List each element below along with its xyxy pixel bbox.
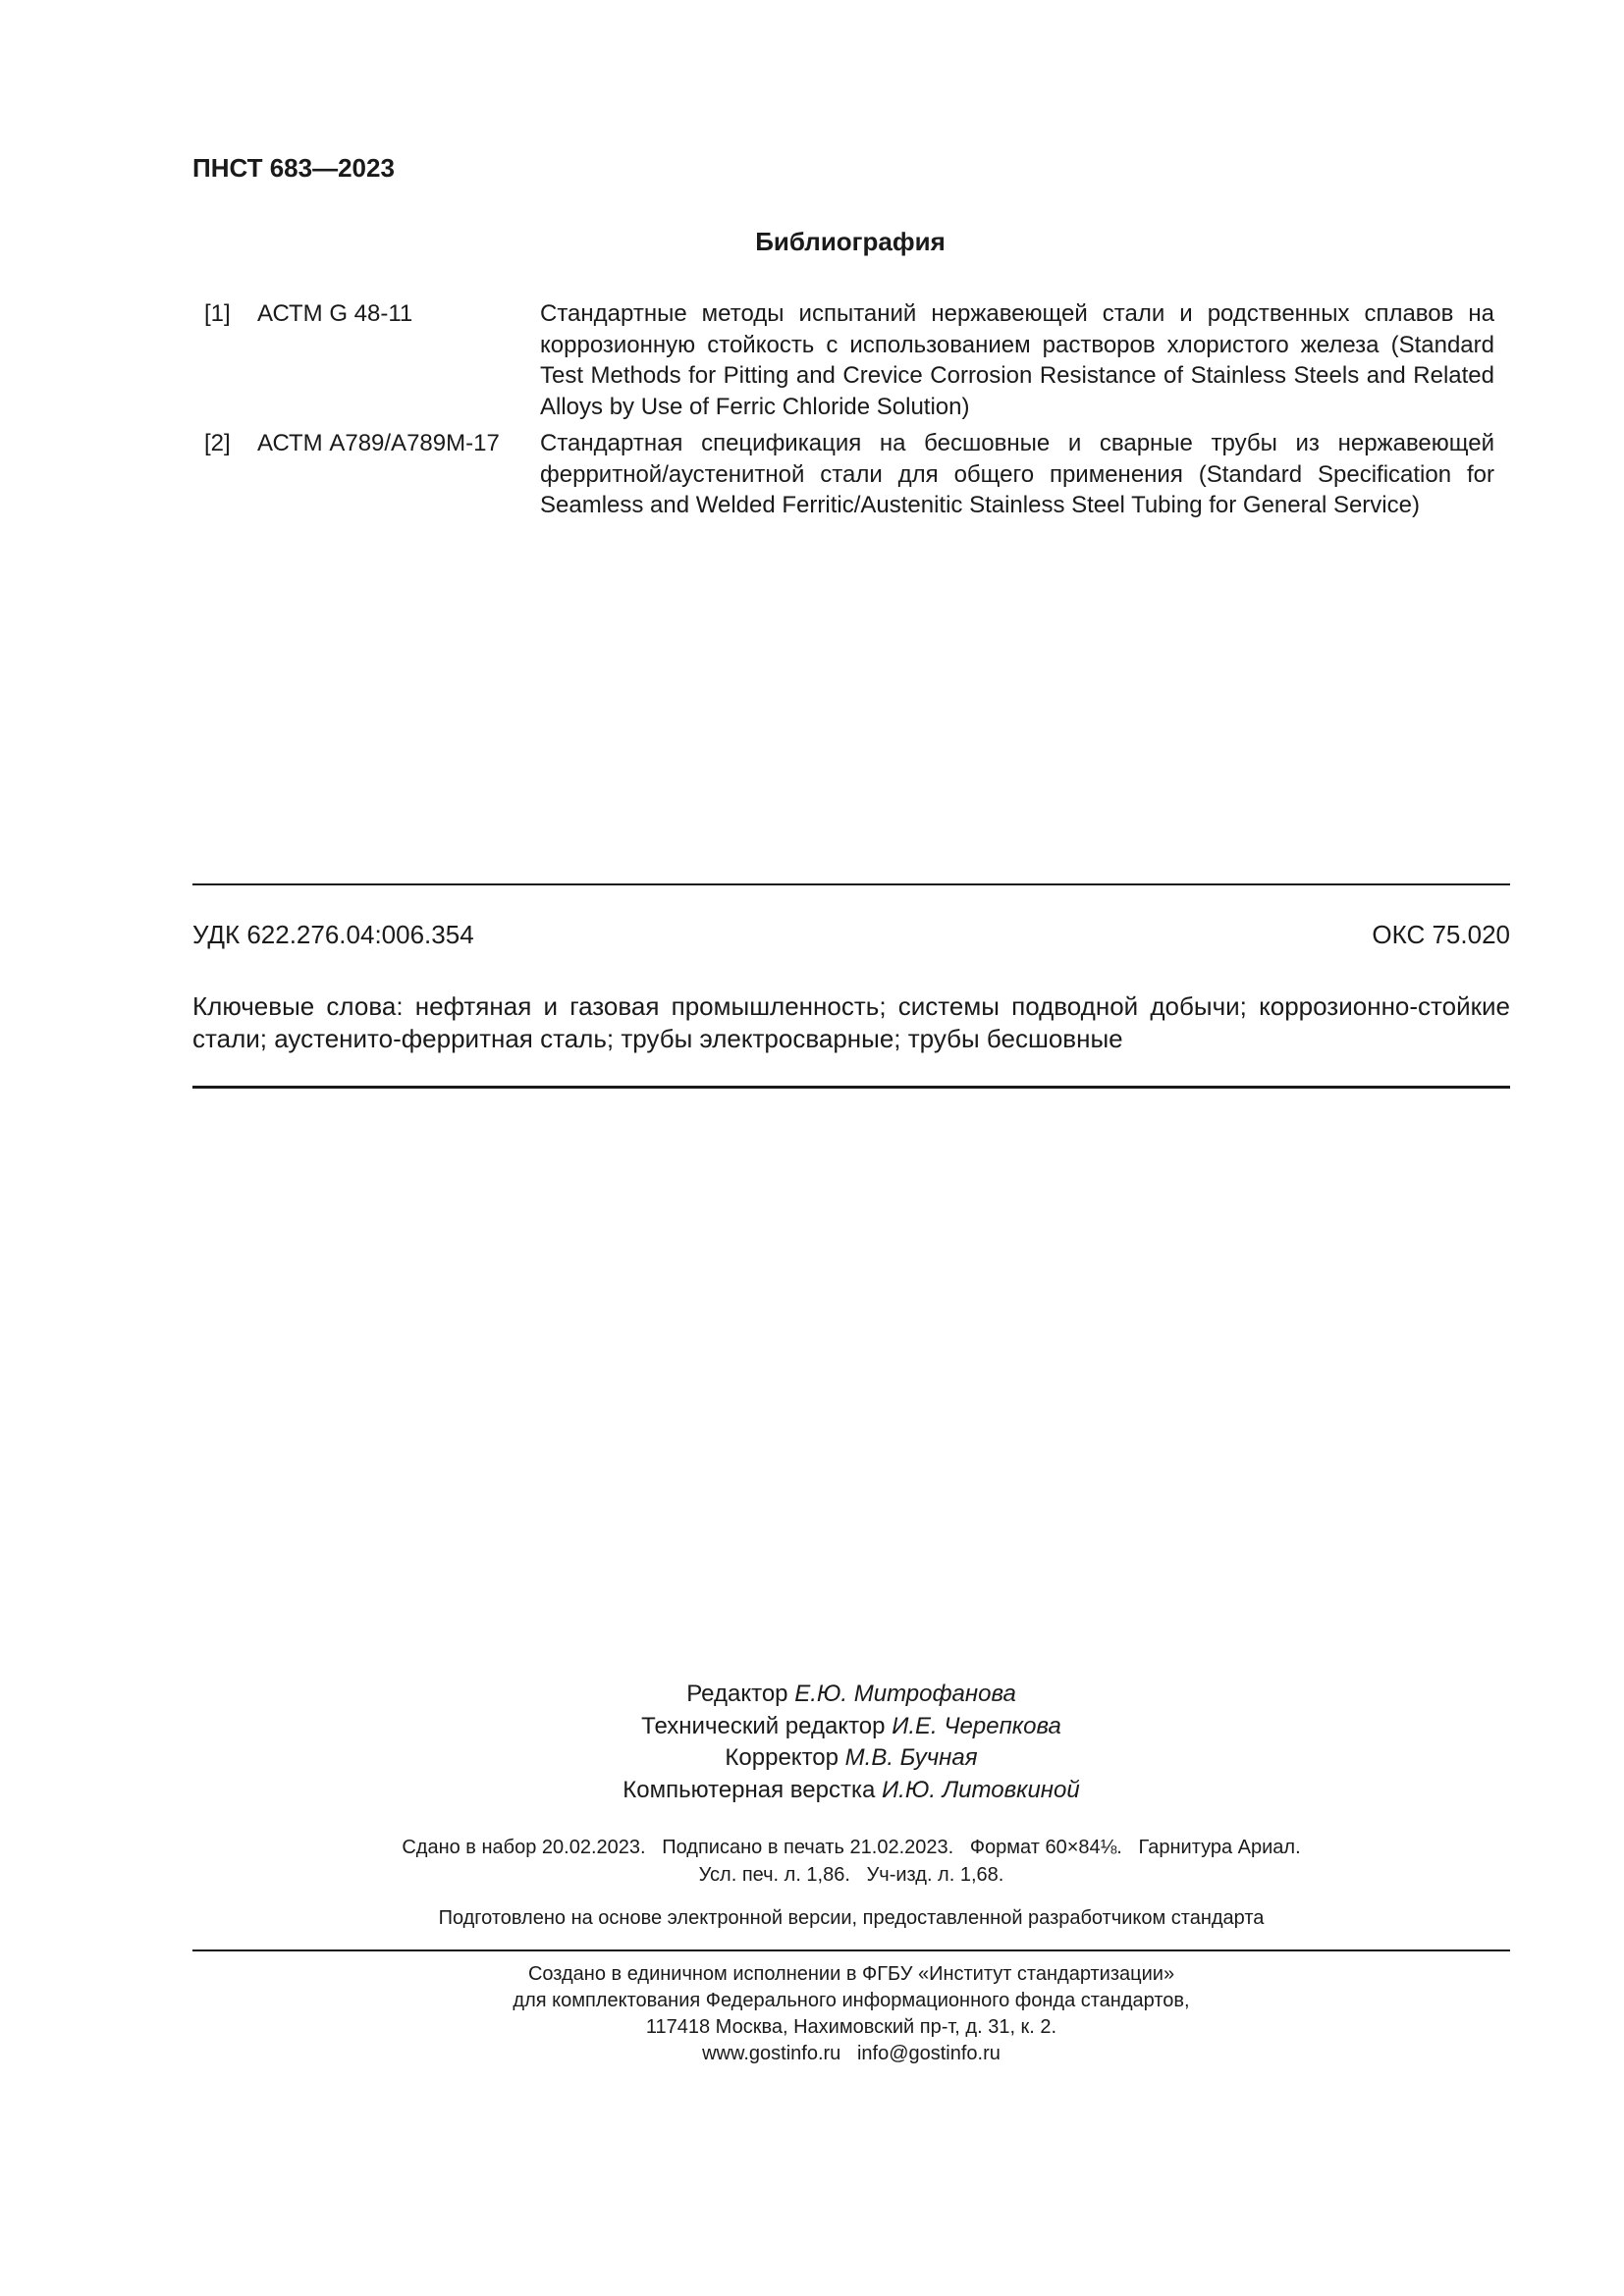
editor-line (192, 1679, 1510, 1711)
editor-line (192, 1742, 1510, 1775)
print-info (192, 1834, 1510, 1889)
bibliography-entry-number: [2] (204, 430, 231, 456)
publisher-contacts: www.gostinfo.ru info@gostinfo.ru (702, 2043, 1001, 2064)
bibliography-entry-text: Стандартная спецификация на бесшовные и сварные трубы из нержавеющей ферритной/аустенитной стали для общего применения (Standard Specification for Seamless and Welded Ferritic/Austenitic Stainless Steel Tubing for General Service) (540, 430, 1494, 518)
document-code: ПНСТ 683—2023 (192, 153, 395, 183)
editors-block (192, 1679, 1510, 1806)
publisher-line: для комплектования Федерального информационного фонда стандартов, (513, 1990, 1190, 2011)
editor-name: Е.Ю. Митрофанова (794, 1681, 1016, 1707)
editor-name: И.Е. Черепкова (892, 1712, 1061, 1739)
editor-role: Корректор (725, 1744, 839, 1771)
bibliography-entry-text: Стандартные методы испытаний нержавеющей стали и родственных сплавов на коррозионную стойкость с использованием растворов хлористого железа (Standard Test Methods for Pitting and Crevice Corrosion Resistance of Stainless Steels and Related Alloys by Use of Ferric Chloride Solution) (540, 300, 1494, 420)
keywords-paragraph: Ключевые слова: нефтяная и газовая промышленность; системы подводной добычи; коррозионно-стойкие стали; аустенито-ферритная сталь; трубы электросварные; трубы бесшовные (192, 991, 1510, 1053)
prepared-note: Подготовлено на основе электронной версии, предоставленной разработчиком стандарта (438, 1907, 1265, 1929)
print-info-line: Усл. печ. л. 1,86. Уч-изд. л. 1,68. (698, 1864, 1004, 1886)
oks-code: ОКС 75.020 (1372, 920, 1510, 949)
print-info-line: Сдано в набор 20.02.2023. Подписано в печать 21.02.2023. Формат 60×84⅛. Гарнитура Ариал. (402, 1837, 1301, 1858)
publisher-block (192, 1961, 1510, 2067)
publisher-line: 117418 Москва, Нахимовский пр-т, д. 31, к. 2. (645, 2016, 1057, 2038)
editor-line (192, 1775, 1510, 1807)
editor-role: Редактор (686, 1681, 788, 1707)
divider-bottom (192, 1949, 1510, 1951)
publisher-line: Создано в единичном исполнении в ФГБУ «Институт стандартизации» (527, 1963, 1175, 1985)
editor-name: И.Ю. Литовкиной (882, 1776, 1080, 1803)
divider-top (192, 883, 1510, 885)
bibliography-entry-number: [1] (204, 300, 231, 327)
editor-role: Компьютерная верстка (623, 1776, 876, 1803)
bibliography-entry-code: АСТМ G 48-11 (257, 300, 413, 327)
divider-keywords (192, 1086, 1510, 1089)
udk-code: УДК 622.276.04:006.354 (192, 920, 474, 949)
editor-role: Технический редактор (641, 1712, 886, 1739)
editor-line (192, 1711, 1510, 1743)
bibliography-title: Библиография (755, 227, 946, 256)
bibliography-entry-code: АСТМ А789/А789М-17 (257, 430, 500, 456)
editor-name: М.В. Бучная (844, 1744, 978, 1771)
